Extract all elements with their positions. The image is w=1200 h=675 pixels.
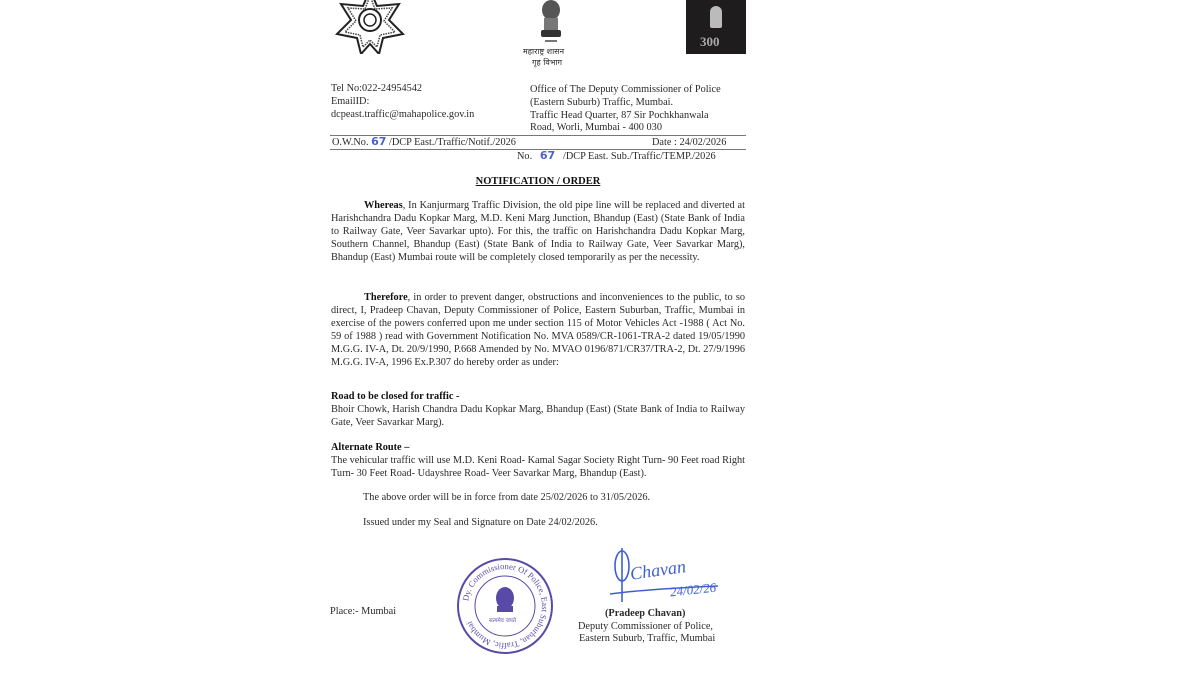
whereas-text: , In Kanjurmarg Traffic Division, the old pipe line will be replaced and diverted at Harishchandra Dadu Kopkar Marg, M.D. Keni Marg Junction, Bhandup (East) (State Bank of India to Railway Gate, Veer Savarkar upto). For this, the traffic on Harishchandra Dadu Kopkar Marg, Southern Channel, Bhandup (East) (State Bank of India to Railway Gate, Veer Savarkar Marg), Bhandup (East) Mumbai route will be completely closed temporarily as per the necessity. — [331, 200, 745, 264]
no-prefix: No. — [517, 151, 533, 162]
whereas-paragraph — [331, 199, 745, 264]
email-label: EmailID: — [331, 96, 370, 107]
closed-road-heading: Road to be closed for traffic - — [331, 391, 460, 402]
ow-prefix: O.W.No. — [332, 137, 369, 148]
signatory-name: (Pradeep Chavan) — [605, 608, 686, 619]
closed-road-text: Bhoir Chowk, Harish Chandra Dadu Kopkar Marg, Bhandup (East) (State Bank of India to Railway Gate, Veer Savarkar Marg). — [331, 404, 745, 429]
document-title: NOTIFICATION / ORDER — [475, 176, 601, 187]
handwritten-signature — [600, 546, 730, 616]
ow-suffix: /DCP East./Traffic/Notif./2026 — [389, 137, 516, 148]
therefore-text: , in order to prevent danger, obstructions and inconveniences to the public, to so direct, I, Pradeep Chavan, Deputy Commissioner of Police, Eastern Suburban, Traffic, Mumbai in exercise of the powers conferred upon me under section 115 of Motor Vehicles Act -1988 ( Act No. 59 of 1988 ) read with Government Notification No. MVA 0589/CR-1061-TRA-2 dated 19/05/1990 M.G.G. IV-A, Dt. 20/9/1990, P.668 Amended by No. MVAO 0196/871/CR37/TRA-2, Dt. 27/9/1996 M.G.G. IV-A, 1996 Ex.P.307 do hereby order as under: — [331, 292, 745, 369]
alternate-route-section — [331, 441, 745, 480]
therefore-paragraph — [331, 291, 745, 370]
office-line-4: Road, Worli, Mumbai - 400 030 — [530, 122, 662, 133]
office-line-2: (Eastern Suburb) Traffic, Mumbai. — [530, 97, 674, 108]
ow-number: 67 — [371, 135, 387, 148]
commemorative-logo — [686, 0, 746, 54]
reference-number — [517, 150, 716, 164]
issued-statement: Issued under my Seal and Signature on Date 24/02/2026. — [363, 517, 598, 528]
office-line-3: Traffic Head Quarter, 87 Sir Pochkhanwala — [530, 110, 709, 121]
office-line-1: Office of The Deputy Commissioner of Police — [530, 84, 721, 95]
tel-number: Tel No:022-24954542 — [331, 83, 423, 94]
emblem-caption-1: महाराष्ट्र शासन — [523, 47, 565, 56]
therefore-lead: Therefore — [364, 292, 408, 303]
emblem-caption-2: गृह विभाग — [532, 58, 563, 67]
closed-road-section — [331, 390, 745, 429]
email-address: dcpeast.traffic@mahapolice.gov.in — [331, 109, 475, 120]
national-emblem-logo — [535, 0, 567, 46]
seal-motto: सत्यमेव जयते — [489, 618, 517, 624]
alternate-route-text: The vehicular traffic will use M.D. Keni Road- Kamal Sagar Society Right Turn- 90 Feet road Right Turn- 30 Feet Road- Udayshree Road- Veer Savarkar Marg, Bhandup (East). — [331, 455, 745, 480]
alternate-route-heading: Alternate Route – — [331, 442, 410, 453]
seal-ring-text: Dy. Commissioner Of Police, East Suburban, Traffic, Mumbai — [460, 560, 551, 652]
logo-300-text: 300 — [700, 34, 720, 49]
outward-number — [332, 136, 516, 150]
place: Place:- Mumbai — [330, 606, 397, 617]
document-date: Date : 24/02/2026 — [652, 137, 727, 148]
official-seal — [455, 556, 555, 656]
signature-script: Chavan — [628, 556, 688, 584]
signatory-office: Eastern Suburb, Traffic, Mumbai — [579, 633, 716, 644]
police-badge-logo — [333, 0, 407, 54]
no-number: 67 — [539, 149, 556, 162]
signatory-designation: Deputy Commissioner of Police, — [578, 621, 713, 632]
whereas-lead: Whereas — [364, 200, 403, 211]
signature-date: 24/02/26 — [669, 579, 717, 600]
in-force-statement: The above order will be in force from date 25/02/2026 to 31/05/2026. — [363, 492, 651, 503]
no-suffix: /DCP East. Sub./Traffic/TEMP./2026 — [562, 151, 716, 162]
